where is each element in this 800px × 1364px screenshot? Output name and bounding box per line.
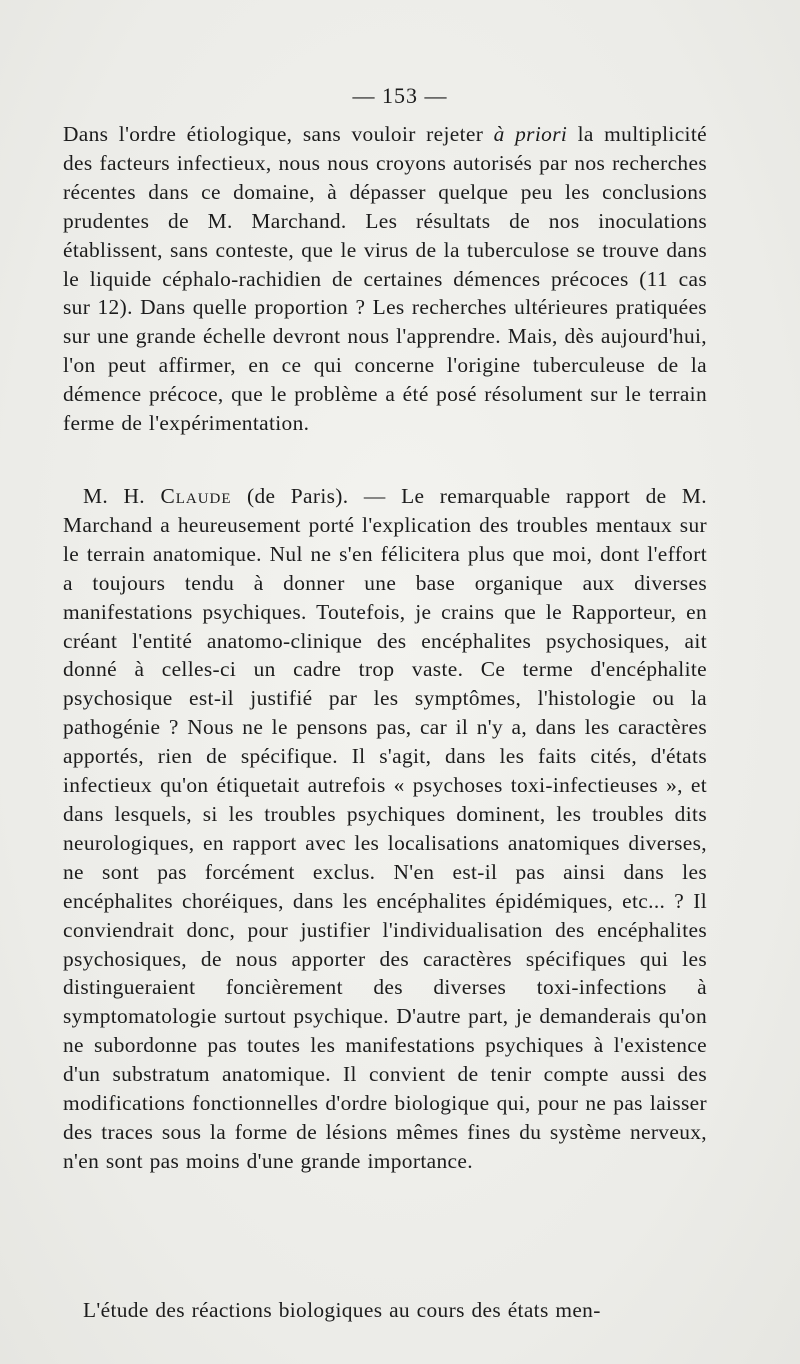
paragraph-text: Le remarquable rapport de M. Marchand a heureusement porté l'explication des troubles mentaux sur le terrain anatomique. Nul ne s'en félicitera plus que moi, dont l'effort a toujours tendu à donner une base organique aux diverses manifestations psychiques. Toutefois, je crains que le Rapporteur, en créant l'entité anatomo-clinique des encéphalites psychosiques, ait donné à celles-ci un cadre trop vaste. Ce terme d'encéphalite psychosique est-il justifié par les symptômes, l'histologie ou la pathogénie ? Nous ne le pensons pas, car il n'y a, dans les caractères apportés, rien de spécifique. Il s'agit, dans les faits cités, d'états infectieux qu'on étiquetait autrefois « psychoses toxi-infectieuses », et dans lesquels, si les troubles psychiques dominent, les troubles dits neurologiques, en rapport avec les localisations anatomiques diverses, ne sont pas forcément exclus. N'en est-il pas ainsi dans les encéphalites choréiques, dans les encéphalites épidémiques, etc... ? Il conviendrait donc, pour justifier l'individualisation des encéphalites psychosiques, de nous apporter des caractères spécifiques qui les distingueraient foncièrement des diverses toxi-infections à symptomatologie surtout psychique. D'autre part, je demanderais qu'on ne subordonne pas toutes les manifestations psychiques à l'existence d'un substratum anatomique. Il convient de tenir compte aussi des modifications fonctionnelles d'ordre biologique qui, pour ne pas laisser des traces sous la forme de lésions mêmes fines du système nerveux, n'en sont pas moins d'une grande importance. — [63, 484, 707, 1173]
paragraph-text: L'étude des réactions biologiques au cours des états men- — [83, 1298, 601, 1322]
speaker-prefix: M. H. — [83, 484, 161, 508]
speaker-name: Claude — [160, 484, 232, 508]
paragraph-claude-remarks — [63, 482, 707, 1176]
page-number: — 153 — — [352, 83, 448, 108]
paragraph-text: la multiplicité des facteurs infectieux, nous nous croyons autorisés par nos recherches récentes dans ce domaine, à dépasser quelque peu les conclusions prudentes de M. Marchand. Les résultats de nos inoculations établissent, sans conteste, que le virus de la tuberculose se trouve dans le liquide céphalo-rachidien de certaines démences précoces (11 cas sur 12). Dans quelle proportion ? Les recherches ultérieures pratiquées sur une grande échelle devront nous l'apprendre. Mais, dès aujourd'hui, l'on peut affirmer, en ce qui concerne l'origine tuberculeuse de la démence précoce, que le problème a été posé résolument sur le terrain ferme de l'expérimentation. — [63, 122, 707, 436]
paragraph-biological-reactions — [63, 1296, 707, 1325]
speaker-location: (de Paris). — — [231, 484, 402, 508]
italic-phrase: à priori — [493, 122, 568, 146]
paragraph-etiology — [63, 120, 707, 438]
paragraph-text: Dans l'ordre étiologique, sans vouloir rejeter — [63, 122, 494, 146]
